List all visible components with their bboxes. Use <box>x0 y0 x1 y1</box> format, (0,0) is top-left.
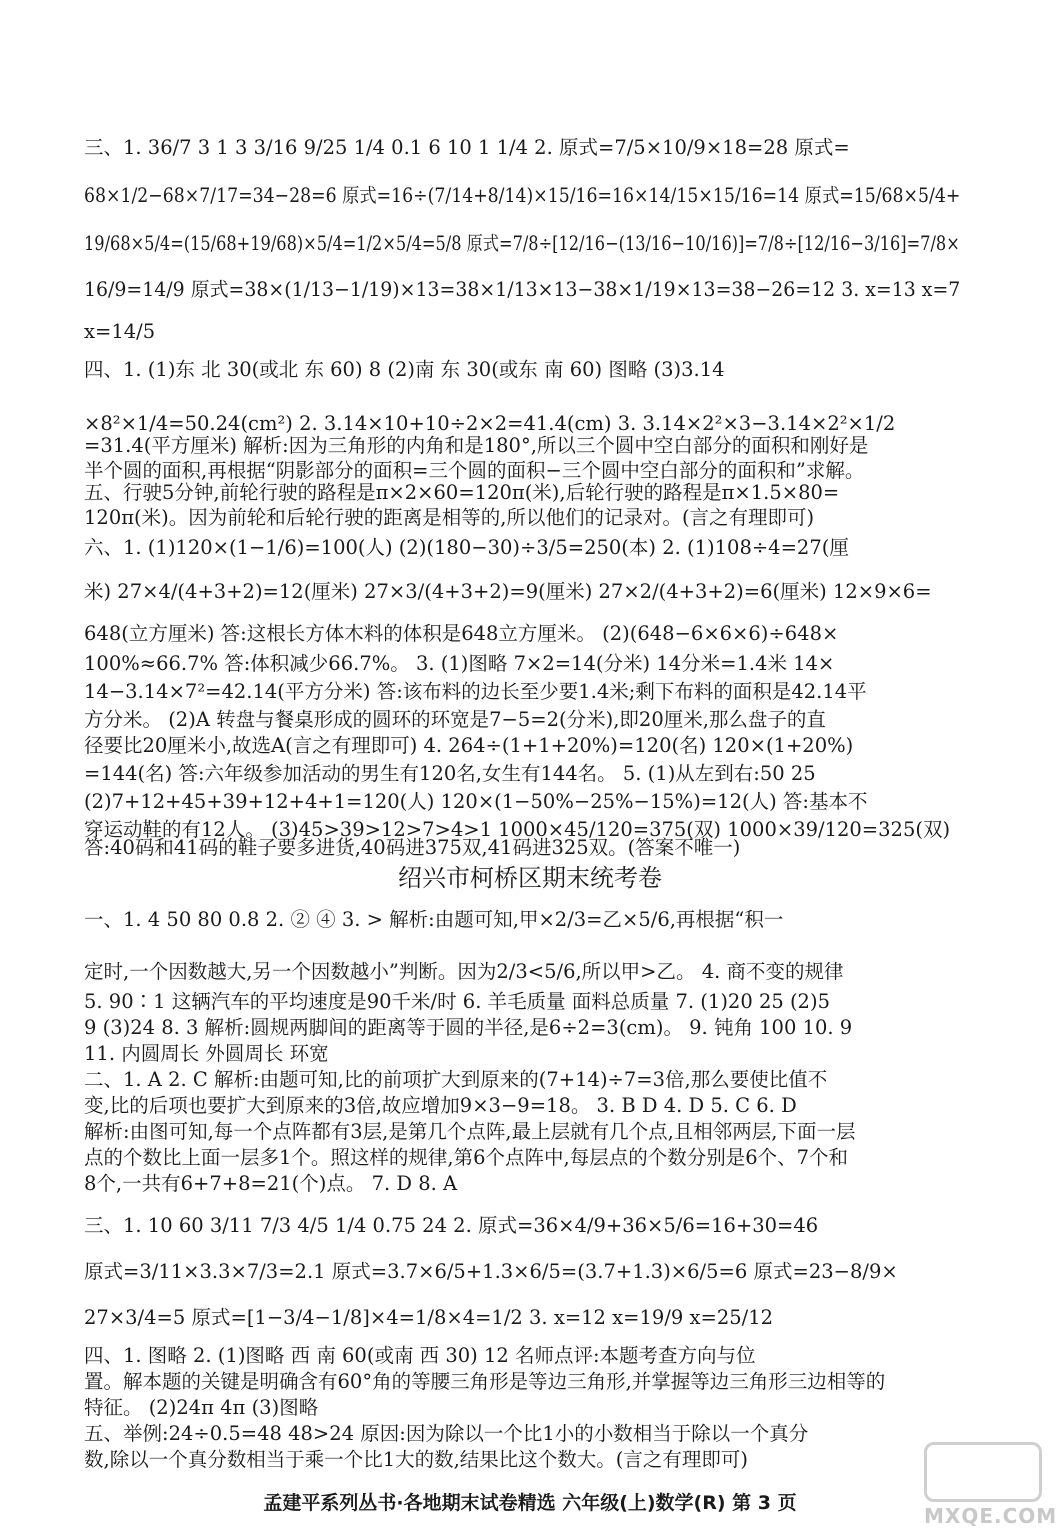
answer-line: 三、1. 10 60 3/11 7/3 4/5 1/4 0.75 24 2. 原式=36×4/9+36×5/6=16+30=46 <box>84 1214 819 1237</box>
answer-line: 100%≈66.7% 答:体积减少66.7%。 3. (1)图略 7×2=14(分米) 14分米=1.4米 14× <box>84 652 835 675</box>
answer-line: 9 (3)24 8. 3 解析:圆规两脚间的距离等于圆的半径,是6÷2=3(cm)。 9. 钝角 100 10. 9 <box>84 1016 853 1039</box>
answer-line: ×8²×1/4=50.24(cm²) 2. 3.14×10+10÷2×2=41.4(cm) 3. 3.14×2²×3−3.14×2²×1/2 <box>84 412 896 435</box>
answer-line: 27×3/4=5 原式=[1−3/4−1/8]×4=1/8×4=1/2 3. x=12 x=19/9 x=25/12 <box>84 1306 774 1329</box>
answer-line: 原式=3/11×3.3×7/3=2.1 原式=3.7×6/5+1.3×6/5=(3.7+1.3)×6/5=6 原式=23−8/9× <box>84 1260 898 1283</box>
answer-line: 三、1. 36/7 3 1 3 3/16 9/25 1/4 0.1 6 10 1 1/4 2. 原式=7/5×10/9×18=28 原式= <box>84 136 850 159</box>
answer-line: 置。解本题的关键是明确含有60°角的等腰三角形是等边三角形,并掌握等边三角形三边相等的 <box>84 1370 886 1393</box>
answer-line: 五、行驶5分钟,前轮行驶的路程是π×2×60=120π(米),后轮行驶的路程是π×1.5×80= <box>84 481 840 504</box>
answer-line: 变,比的后项也要扩大到原来的3倍,故应增加9×3−9=18。 3. B D 4. D 5. C 6. D <box>84 1094 797 1117</box>
answer-line: x=14/5 <box>84 320 156 343</box>
answer-line: 16/9=14/9 原式=38×(1/13−1/19)×13=38×1/13×13−38×1/19×13=38−26=12 3. x=13 x=7 <box>84 278 961 301</box>
answer-line: 一、1. 4 50 80 0.8 2. ② ④ 3. > 解析:由题可知,甲×2/3=乙×5/6,再根据“积一 <box>84 908 784 931</box>
watermark-text: MXQE.COM <box>924 1504 1058 1528</box>
answer-line: 方分米。 (2)A 转盘与餐桌形成的圆环的环宽是7−5=2(分米),即20厘米,那么盘子的直 <box>84 708 826 731</box>
watermark-logo <box>924 1442 1058 1528</box>
answer-line: 11. 内圆周长 外圆周长 环宽 <box>84 1042 329 1065</box>
answer-line: 二、1. A 2. C 解析:由题可知,比的前项扩大到原来的(7+14)÷7=3倍,那么要使比值不 <box>84 1068 828 1091</box>
answer-line: 穿运动鞋的有12人。 (3)45>39>12>7>4>1 1000×45/120=375(双) 1000×39/120=325(双) <box>84 818 951 841</box>
answer-line: 半个圆的面积,再根据“阴影部分的面积=三个圆的面积−三个圆中空白部分的面积和”求解。 <box>84 459 865 482</box>
answer-line: 四、1. (1)东 北 30(或北 东 60) 8 (2)南 东 30(或东 南 60) 图略 (3)3.14 <box>84 358 725 381</box>
answer-line: 14−3.14×7²=42.14(平方分米) 答:该布料的边长至少要1.4米;剩下布料的面积是42.14平 <box>84 680 867 703</box>
answer-line: 特征。 (2)24π 4π (3)图略 <box>84 1396 319 1419</box>
answer-line: 120π(米)。因为前轮和后轮行驶的距离是相等的,所以他们的记录对。(言之有理即可) <box>84 506 815 529</box>
watermark-box <box>924 1442 1042 1502</box>
answer-line: =144(名) 答:六年级参加活动的男生有120名,女生有144名。 5. (1)从左到右:50 25 <box>84 762 816 785</box>
answer-line: 数,除以一个真分数相当于乘一个比1大的数,结果比这个数大。(言之有理即可) <box>84 1448 749 1471</box>
answer-line: (2)7+12+45+39+12+4+1=120(人) 120×(1−50%−25%−15%)=12(人) 答:基本不 <box>84 790 868 813</box>
answer-line: =31.4(平方厘米) 解析:因为三角形的内角和是180°,所以三个圆中空白部分的面积和刚好是 <box>84 434 869 457</box>
answer-line: 答:40码和41码的鞋子要多进货,40码进375双,41码进325双。(答案不唯一) <box>84 836 741 859</box>
answer-line: 米) 27×4/(4+3+2)=12(厘米) 27×3/(4+3+2)=9(厘米) 27×2/(4+3+2)=6(厘米) 12×9×6= <box>84 580 932 603</box>
answer-line: 六、1. (1)120×(1−1/6)=100(人) (2)(180−30)÷3/5=250(本) 2. (1)108÷4=27(厘 <box>84 536 849 559</box>
answer-line: 19/68×5/4=(15/68+19/68)×5/4=1/2×5/4=5/8 原式=7/8÷[12/16−(13/16−10/16)]=7/8÷[12/16−3/16]=7/8× <box>84 232 960 255</box>
answer-line: 点的个数比上面一层多1个。照这样的规律,第6个点阵中,每层点的个数分别是6个、7个和 <box>84 1146 849 1169</box>
answer-line: 解析:由图可知,每一个点阵都有3层,是第几个点阵,最上层就有几个点,且相邻两层,下面一层 <box>84 1120 856 1143</box>
section-title: 绍兴市柯桥区期末统考卷 <box>398 864 662 892</box>
page-footer: 孟建平系列丛书·各地期末试卷精选 六年级(上)数学(R) 第 3 页 <box>263 1492 797 1514</box>
answer-line: 五、举例:24÷0.5=48 48>24 原因:因为除以一个比1小的小数相当于除以一个真分 <box>84 1422 809 1445</box>
answer-line: 径要比20厘米小,故选A(言之有理即可) 4. 264÷(1+1+20%)=120(名) 120×(1+20%) <box>84 734 854 757</box>
answer-line: 四、1. 图略 2. (1)图略 西 南 60(或南 西 30) 12 名师点评:本题考查方向与位 <box>84 1344 756 1367</box>
answer-line: 68×1/2−68×7/17=34−28=6 原式=16÷(7/14+8/14)×15/16=16×14/15×15/16=14 原式=15/68×5/4+ <box>84 184 961 207</box>
answer-line: 648(立方厘米) 答:这根长方体木料的体积是648立方厘米。 (2)(648−6×6×6)÷648× <box>84 622 839 645</box>
answer-line: 8个,一共有6+7+8=21(个)点。 7. D 8. A <box>84 1172 458 1195</box>
answer-line: 定时,一个因数越大,另一个因数越小”判断。因为2/3<5/6,所以甲>乙。 4. 商不变的规律 <box>84 960 844 983</box>
answer-line: 5. 90∶1 这辆汽车的平均速度是90千米/时 6. 羊毛质量 面料总质量 7. (1)20 25 (2)5 <box>84 990 830 1013</box>
